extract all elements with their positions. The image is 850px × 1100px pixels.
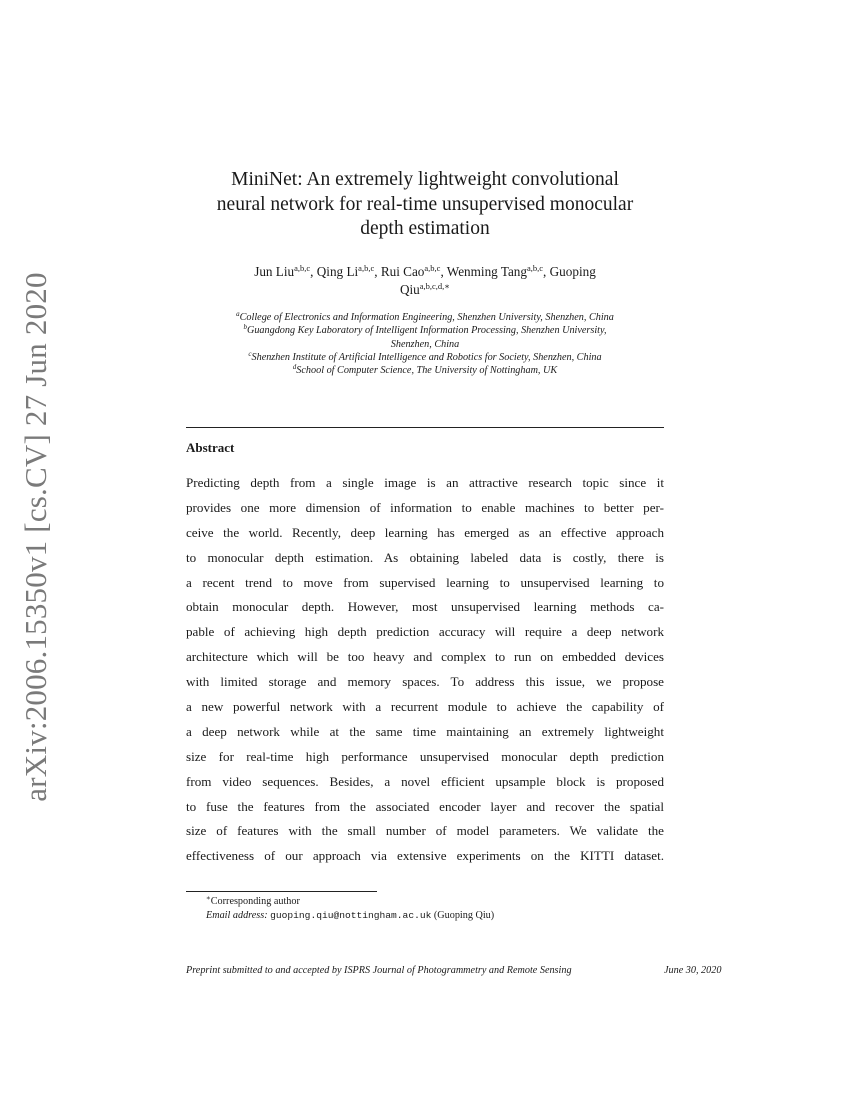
author-line [200, 263, 650, 281]
title-line: depth estimation [360, 218, 490, 239]
corresponding-author-note: ∗Corresponding author [206, 894, 300, 907]
email-link[interactable]: guoping.qiu@nottingham.ac.uk [270, 910, 432, 921]
title-line: MiniNet: An extremely lightweight convolutional [231, 169, 619, 190]
abstract-line: to monocular depth estimation. As obtaining labeled data is costly, there is [186, 549, 664, 565]
affiliation-b: $^b$Guangdong Key Laboratory of Intelligent Information Processing, Shenzhen University, [243, 323, 607, 337]
author-name: Qiu [399, 282, 420, 297]
preprint-date: June 30, 2020 [664, 965, 722, 976]
author-name: Jun Liu [254, 264, 295, 279]
email-label: Email address: [206, 910, 268, 921]
author-affil-mark: a,b,c [358, 263, 375, 273]
author-name: , Guoping [543, 264, 596, 279]
preprint-text: Preprint submitted to and accepted by ISPRS Journal of Photogrammetry and Remote Sensing [186, 965, 572, 976]
abstract-line: a new powerful network with a recurrent module to achieve the capability of [186, 699, 664, 715]
title-line: neural network for real-time unsupervised monocular [216, 193, 634, 215]
abstract-line: pable of achieving high depth prediction accuracy will require a deep network [186, 624, 664, 640]
email-note [206, 909, 494, 923]
author-affil-mark: a,b,c [527, 263, 544, 273]
abstract-line: size of features with the small number of model parameters. We validate the [186, 823, 664, 839]
abstract-line: with limited storage and memory spaces. To address this issue, we propose [186, 674, 664, 690]
abstract-line: effectiveness of our approach via extensive experiments on the KITTI dataset. [186, 848, 664, 864]
preprint-note [186, 965, 746, 976]
abstract-line: size for real-time high performance unsupervised monocular depth prediction [186, 748, 664, 764]
author-name: , Qing Li [310, 264, 359, 279]
author-list [200, 263, 650, 299]
abstract-heading: Abstract [186, 440, 235, 455]
footnote [206, 895, 494, 923]
author-name: , Rui Cao [374, 264, 425, 279]
affiliation-c: $^c$Shenzhen Institute of Artificial Intelligence and Robotics for Society, Shenzhen, China [248, 349, 602, 363]
paper-title [186, 168, 664, 242]
abstract-line: architecture which will be too heavy and complex to run on embedded devices [186, 649, 664, 665]
affiliation-d: $^d$School of Computer Science, The University of Nottingham, UK [292, 363, 558, 377]
footnote-rule [186, 891, 377, 892]
affiliation-a: $^a$College of Electronics and Information Engineering, Shenzhen University, Shenzhen, China [236, 310, 614, 323]
footnote-mark: ∗ [206, 894, 211, 902]
author-name: , Wenming Tang [440, 264, 527, 279]
author-affil-mark: a,b,c,d,∗ [419, 281, 451, 291]
abstract-line: from video sequences. Besides, a novel efficient upsample block is proposed [186, 773, 664, 789]
abstract-body [186, 471, 664, 869]
author-affil-mark: a,b,c [424, 263, 441, 273]
affiliation-list [186, 311, 664, 377]
abstract-line: provides one more dimension of information to enable machines to better per- [186, 499, 664, 515]
affiliation-b-continued: Shenzhen, China [390, 338, 460, 350]
abstract-line: Predicting depth from a single image is an attractive research topic since it [186, 475, 664, 490]
abstract-line: to fuse the features from the associated encoder layer and recover the spatial [186, 798, 664, 814]
abstract-line: a deep network while at the same time maintaining an extremely lightweight [186, 723, 664, 739]
abstract-line: obtain monocular depth. However, most unsupervised learning methods ca- [186, 599, 664, 615]
abstract-line: a recent trend to move from supervised learning to unsupervised learning to [186, 574, 664, 590]
author-affil-mark: a,b,c [294, 263, 311, 273]
abstract-line: ceive the world. Recently, deep learning has emerged as an effective approach [186, 524, 664, 540]
author-line [200, 281, 650, 299]
arxiv-identifier-text: arXiv:2006.15350v1 [cs.CV] 27 Jun 2020 [18, 272, 53, 802]
email-owner: (Guoping Qiu) [433, 910, 495, 921]
abstract-top-rule [186, 427, 664, 428]
